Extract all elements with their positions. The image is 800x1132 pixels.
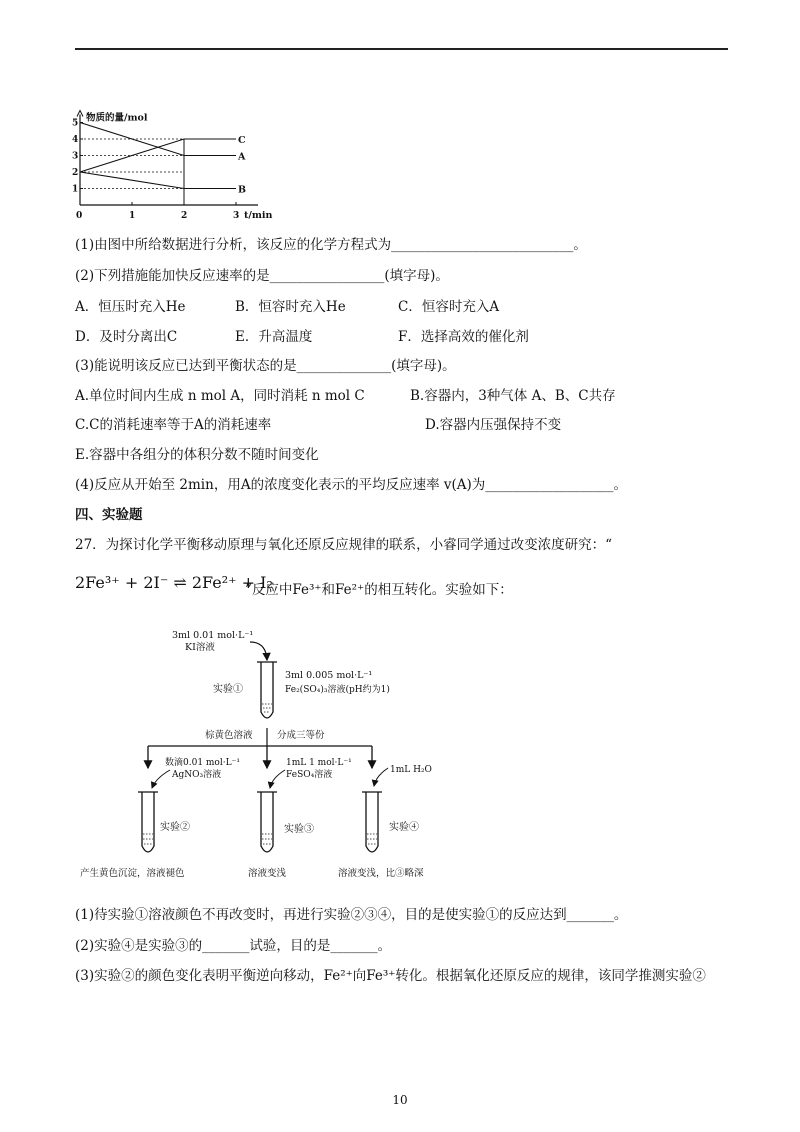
q2-option-a: A．恒压时充入He xyxy=(75,299,186,315)
page-number: 10 xyxy=(392,1093,408,1107)
result-3: 溶液变浅 xyxy=(248,868,287,879)
right-reagent-line1: 3ml 0.005 mol·L⁻¹ xyxy=(285,670,373,681)
q3-option-e: E.容器中各组分的体积分数不随时间变化 xyxy=(75,447,319,463)
y-tick-label: 5 xyxy=(72,118,79,129)
reagent-3-line2: FeSO₄溶液 xyxy=(286,770,333,780)
exp2-label: 实验② xyxy=(160,822,190,833)
reagent-2-line1: 数滴0.01 mol·L⁻¹ xyxy=(165,758,240,768)
section-title: 四、实验题 xyxy=(75,507,143,523)
q27-sub-3: (3)实验②的颜色变化表明平衡逆向移动，Fe²⁺向Fe³⁺转化。根据氧化还原反应的规律，该同学推测实验② xyxy=(75,968,706,984)
y-tick-label: 2 xyxy=(72,168,79,178)
q3-option-d: D.容器内压强保持不变 xyxy=(425,417,562,433)
exp4-label: 实验④ xyxy=(389,822,419,833)
top-reagent-line2: KI溶液 xyxy=(185,642,215,653)
experiment-diagram xyxy=(60,620,460,885)
exp3-label: 实验③ xyxy=(284,824,314,835)
right-reagent-line2: Fe₂(SO₄)₃溶液(pH约为1) xyxy=(285,685,390,695)
brown-solution-label: 棕黄色溶液 xyxy=(205,730,253,741)
series-label-C: C xyxy=(238,135,246,146)
q3-option-b: B.容器内，3种气体 A、B、C共存 xyxy=(410,388,616,404)
x-axis-label: t/min xyxy=(244,210,273,221)
series-label-A: A xyxy=(238,151,246,163)
q27-intro: 27．为探讨化学平衡移动原理与氧化还原反应规律的联系，小睿同学通过改变浓度研究：“ xyxy=(75,537,613,553)
y-tick-label: 4 xyxy=(72,135,79,145)
q3-option-a: A.单位时间内生成 n mol A，同时消耗 n mol C xyxy=(75,388,365,404)
x-tick-label: 0 xyxy=(76,211,83,221)
reagent-3-line1: 1mL 1 mol·L⁻¹ xyxy=(286,758,352,768)
q2-option-e: E．升高温度 xyxy=(235,329,313,345)
y-tick-label: 1 xyxy=(72,184,79,195)
result-4: 溶液变浅，比③略深 xyxy=(338,868,424,879)
question-4: (4)反应从开始至 2min，用A的浓度变化表示的平均反应速率 v(A)为___________________。 xyxy=(75,477,628,493)
exp1-label: 实验① xyxy=(213,684,243,695)
test-tube-4 xyxy=(362,792,382,852)
question-1: (1)由图中所给数据进行分析，该反应的化学方程式为___________________________。 xyxy=(75,237,587,253)
series-line-B xyxy=(80,172,236,189)
question-2: (2)下列措施能加快反应速率的是_________________(填字母)。 xyxy=(75,268,449,284)
x-tick-label: 3 xyxy=(233,211,240,221)
split-label: 分成三等份 xyxy=(277,730,325,741)
y-tick-label: 3 xyxy=(72,151,79,162)
q2-option-b: B．恒容时充入He xyxy=(235,299,346,315)
question-3: (3)能说明该反应已达到平衡状态的是______________(填字母)。 xyxy=(75,358,456,374)
y-axis-label: 物质的量/mol xyxy=(86,112,148,124)
q2-option-d: D．及时分离出C xyxy=(75,329,178,345)
top-reagent-line1: 3ml 0.01 mol·L⁻¹ xyxy=(172,630,254,641)
q27-sub-2: (2)实验④是实验③的_______试验，目的是_______。 xyxy=(75,938,392,954)
test-tube-2 xyxy=(138,792,158,852)
header-rule xyxy=(75,48,728,50)
q27-equation: 2Fe³⁺ + 2I⁻ ⇌ 2Fe²⁺ + I₂ xyxy=(75,573,273,592)
test-tube-3 xyxy=(257,792,277,852)
reagent-4: 1mL H₂O xyxy=(390,765,432,775)
q27-sub-1: (1)待实验①溶液颜色不再改变时，再进行实验②③④，目的是使实验①的反应达到_______。 xyxy=(75,907,628,923)
q3-option-c: C.C的消耗速率等于A的消耗速率 xyxy=(75,417,272,433)
x-tick-label: 1 xyxy=(129,211,136,221)
mole-time-chart xyxy=(60,95,320,225)
q2-option-c: C．恒容时充入A xyxy=(398,299,500,315)
result-2: 产生黄色沉淀，溶液褪色 xyxy=(80,868,185,879)
q2-option-f: F．选择高效的催化剂 xyxy=(398,329,529,345)
q27-intro-cont: ”反应中Fe³⁺和Fe²⁺的相互转化。实验如下： xyxy=(245,582,513,598)
series-label-B: B xyxy=(238,184,247,196)
x-tick-label: 2 xyxy=(181,211,188,221)
test-tube-1 xyxy=(257,662,277,718)
reagent-2-line2: AgNO₃溶液 xyxy=(172,770,222,780)
